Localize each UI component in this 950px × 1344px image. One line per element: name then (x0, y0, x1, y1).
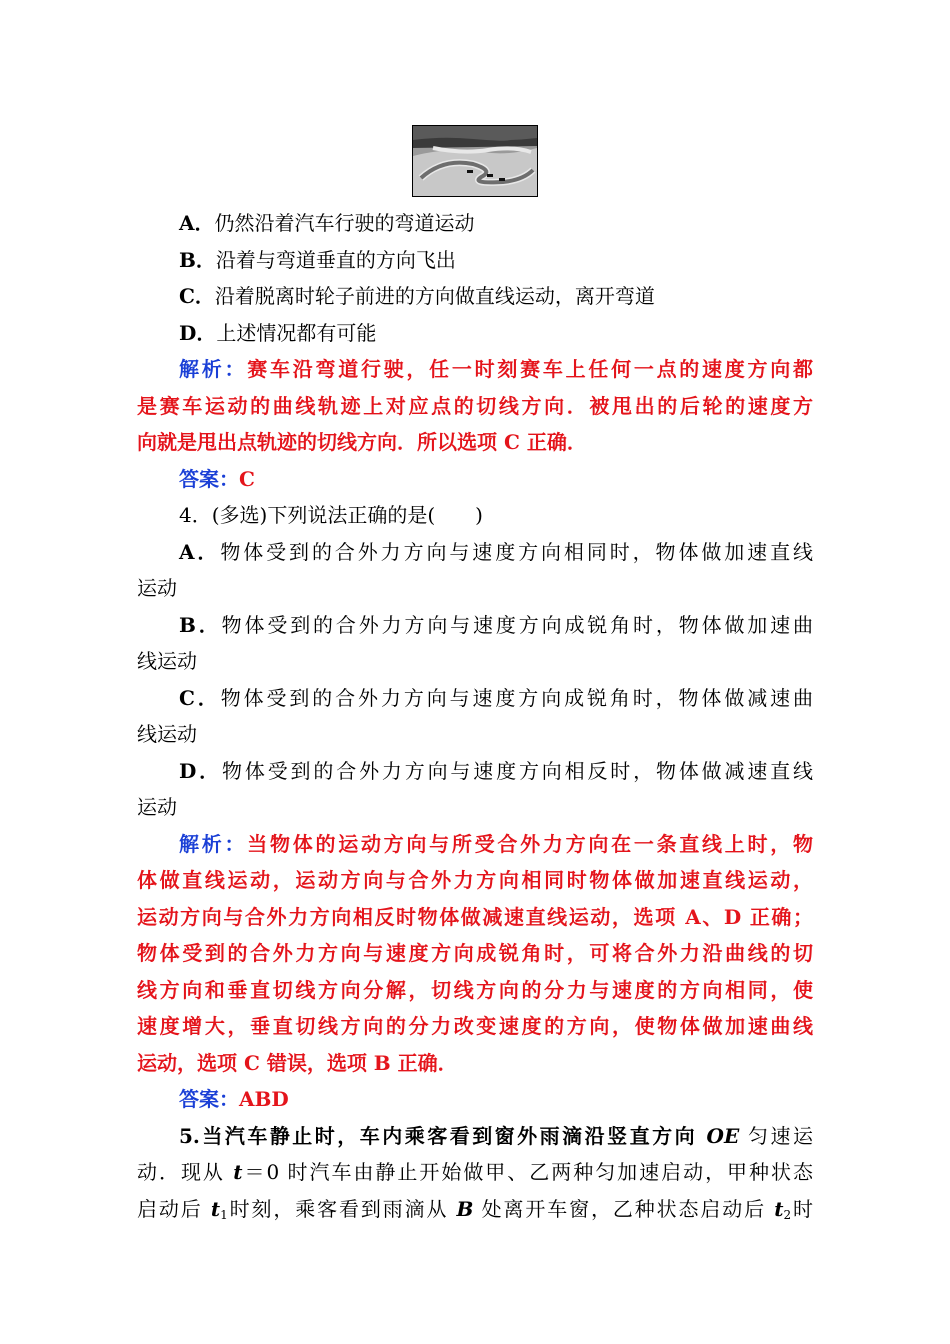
q4-analysis-line-5: 线方向和垂直切线方向分解，切线方向的分力与速度的方向相同，使 (137, 977, 813, 1002)
q3-analysis-line-2: 是赛车运动的曲线轨迹上对应点的切线方向．被甩出的后轮的速度方 (137, 393, 813, 418)
q3-option-b: B．沿着与弯道垂直的方向飞出 (179, 247, 456, 272)
q4-option-a-line-2: 运动 (137, 576, 177, 600)
q4-analysis-line-4: 物体受到的合外力方向与速度方向成锐角时，可将合外力沿曲线的切 (137, 941, 813, 965)
q4-option-b-line-1: B．物体受到的合外力方向与速度方向成锐角时，物体做加速曲 (179, 612, 813, 637)
q4-analysis-line-2: 体做直线运动，运动方向与合外力方向相同时物体做加速直线运动， (137, 868, 813, 892)
q3-option-c: C．沿着脱离时轮子前进的方向做直线运动，离开弯道 (179, 284, 655, 308)
q4-stem: 4．(多选)下列说法正确的是( ) (179, 503, 483, 527)
q4-option-c-line-2: 线运动 (137, 722, 197, 746)
figure-wrap (137, 125, 813, 197)
q3-option-a: A．仍然沿着汽车行驶的弯道运动 (179, 211, 475, 235)
q5-line-2: 动．现从 t＝0 时汽车由静止开始做甲、乙两种匀加速启动，甲种状态 (137, 1160, 813, 1184)
q5-line-1: 5.当汽车静止时，车内乘客看到窗外雨滴沿竖直方向 OE 匀速运 (179, 1123, 813, 1148)
q4-option-d-line-1: D．物体受到的合外力方向与速度方向相反时，物体做减速直线 (179, 758, 813, 783)
q4-analysis-line-7: 运动，选项 C 错误，选项 B 正确． (137, 1050, 458, 1075)
q4-option-d-line-2: 运动 (137, 795, 177, 819)
q3-option-d: D．上述情况都有可能 (179, 320, 377, 345)
document-page (137, 125, 813, 1227)
q3-answer: 答案：C (179, 466, 255, 491)
q4-analysis-line-3: 运动方向与合外力方向相反时物体做减速直线运动，选项 A、D 正确； (137, 904, 813, 929)
q4-option-b-line-2: 线运动 (137, 649, 197, 673)
q5-line-3: 启动后 $t_1$时刻，乘客看到雨滴从 B 处离开车窗，乙种状态启动后 $t_2$时 (137, 1196, 813, 1222)
q4-answer: 答案：ABD (179, 1087, 289, 1111)
q4-analysis-line-1: 解析：当物体的运动方向与所受合外力方向在一条直线上时，物 (179, 831, 813, 856)
q4-option-a-line-1: A．物体受到的合外力方向与速度方向相同时，物体做加速直线 (179, 539, 813, 564)
q4-option-c-line-1: C．物体受到的合外力方向与速度方向成锐角时，物体做减速曲 (179, 685, 813, 710)
q3-analysis-line-3: 向就是甩出点轨迹的切线方向．所以选项 C 正确． (137, 430, 587, 454)
race-track-photo (412, 125, 538, 197)
q3-analysis-line-1: 解析：赛车沿弯道行驶，任一时刻赛车上任何一点的速度方向都 (179, 357, 813, 381)
q4-analysis-line-6: 速度增大，垂直切线方向的分力改变速度的方向，使物体做加速曲线 (137, 1014, 813, 1038)
